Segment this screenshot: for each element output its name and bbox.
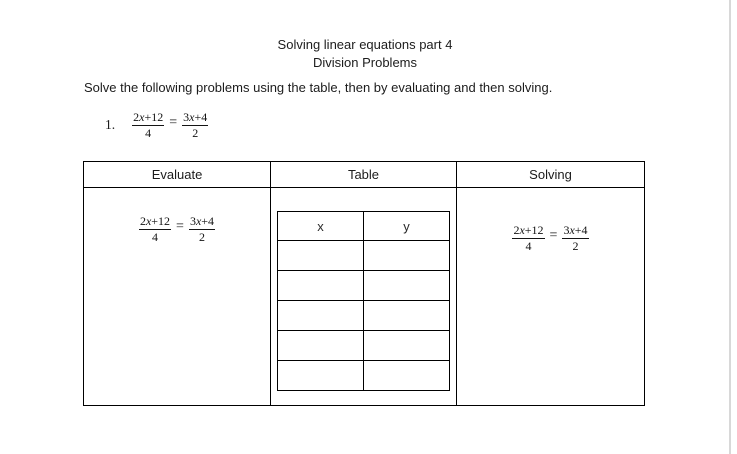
xy-value-cell[interactable] [364,301,449,330]
problem-equation [132,111,208,139]
fraction-left [512,224,544,252]
eq-term: 3 [183,110,190,124]
solving-equation [512,224,588,252]
eq-term: 2 [139,214,146,228]
equals-sign: = [549,228,558,243]
fraction-numerator [132,111,164,126]
eq-term: 3 [563,223,570,237]
column-header-table: Table [271,162,457,188]
xy-value-cell[interactable] [364,331,449,360]
title-block [0,36,730,72]
xy-header-row [278,212,449,240]
eq-variable: x [189,110,195,124]
fraction-right [562,224,588,252]
worksheet-table [83,161,645,406]
xy-value-cell[interactable] [278,271,364,300]
xy-value-cell[interactable] [278,241,364,270]
evaluate-equation [139,215,215,243]
eq-term: +12 [144,110,164,124]
xy-value-cell[interactable] [364,361,449,390]
eq-term: +4 [574,223,588,237]
xy-value-cell[interactable] [364,271,449,300]
eq-term: +4 [194,110,208,124]
xy-header-x: x [278,212,364,240]
fraction-denominator: 2 [192,126,199,140]
solving-cell[interactable] [457,188,644,405]
eq-term: +12 [524,223,544,237]
xy-empty-row [278,330,449,360]
fraction-numerator [182,111,208,126]
xy-empty-row [278,360,449,390]
fraction-left [132,111,164,139]
eq-term: +4 [201,214,215,228]
eq-variable: x [519,223,525,237]
instructions-text: Solve the following problems using the table, then by evaluating and then solving. [84,80,553,95]
fraction-right [189,215,215,243]
problem-1 [105,111,208,139]
xy-value-cell[interactable] [278,301,364,330]
xy-table [277,211,450,391]
column-header-evaluate: Evaluate [84,162,271,188]
eq-term: 3 [189,214,196,228]
xy-empty-row [278,240,449,270]
xy-empty-row [278,300,449,330]
fraction-numerator [512,224,544,239]
eq-term: 2 [513,223,520,237]
fraction-numerator [189,215,215,230]
fraction-denominator: 4 [151,230,158,244]
doc-title: Solving linear equations part 4 [277,37,453,52]
eq-variable: x [145,214,152,228]
fraction-denominator: 2 [199,230,205,244]
column-header-solving: Solving [457,162,644,188]
equals-sign: = [176,219,184,234]
xy-value-cell[interactable] [364,241,449,270]
fraction-denominator: 4 [525,239,532,253]
fraction-denominator: 4 [145,126,152,140]
problem-number: 1. [105,117,116,132]
fraction-left [139,215,171,243]
fraction-right [182,111,208,139]
fraction-numerator [139,215,171,230]
xy-empty-row [278,270,449,300]
xy-header-y: y [403,218,410,234]
eq-variable: x [139,110,145,124]
eq-term: 2 [133,110,140,124]
eq-variable: x [569,223,575,237]
table-cell [271,188,457,405]
eq-variable: x [195,214,202,228]
eq-term: +12 [151,214,171,228]
doc-subtitle: Division Problems [312,55,418,70]
evaluate-cell[interactable] [84,188,271,405]
xy-value-cell[interactable] [278,361,364,390]
fraction-denominator: 2 [572,239,579,253]
fraction-numerator [562,224,588,239]
equals-sign: = [169,115,178,130]
xy-value-cell[interactable] [278,331,364,360]
